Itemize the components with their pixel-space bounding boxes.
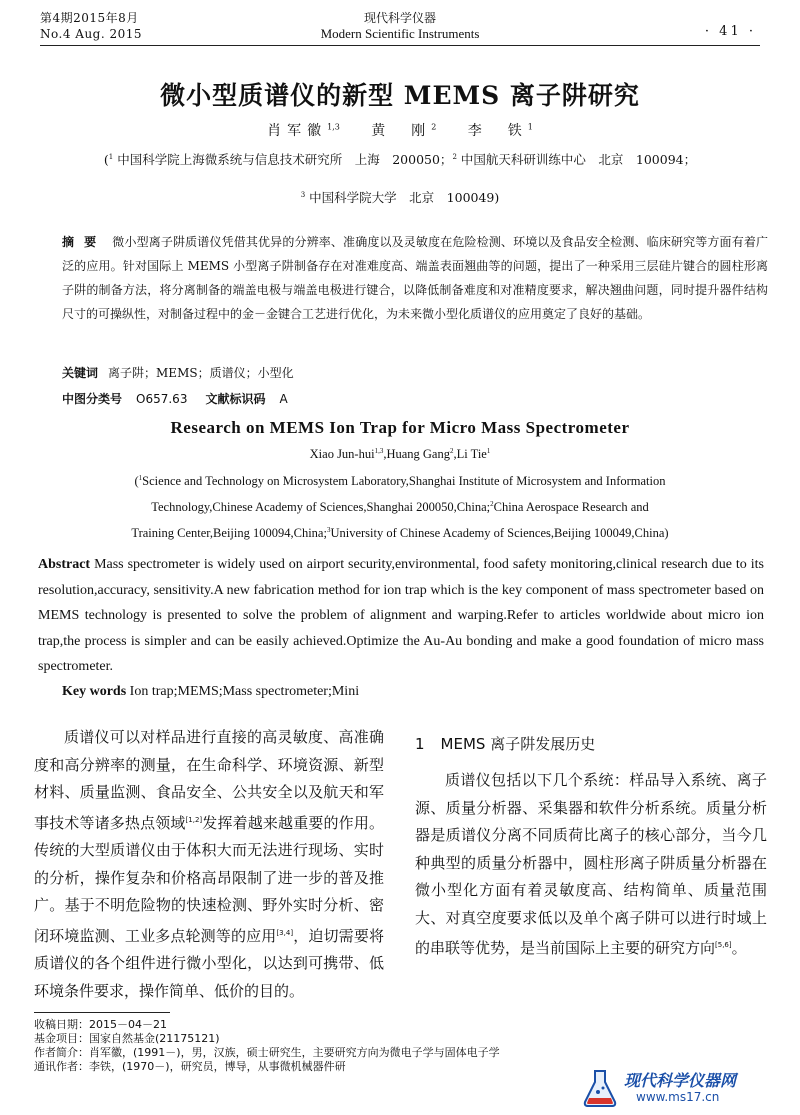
body-right-column: 质谱仪包括以下几个系统：样品导入系统、离子源、质量分析器、采集器和软件分析系统。质量分析器是质谱仪分离不同质荷比离子的核心部分，当今几种典型的质量分析器中，圆柱形离子阱质量分析器在微小型化方面有着灵敏度高、结构简单、质量范围大、对真空度要求低以及单个离子阱可以进行时域上的串联等优势，是当前国际上主要的研究方向[5,6]。 [415,771,767,957]
abstract-cn-text: 微小型离子阱质谱仪凭借其优异的分辨率、准确度以及灵敏度在危险检测、环境以及食品安全检测、临床研究等方面有着广泛的应用。针对国际上 MEMS 小型离子阱制备存在对准难度高、端盖表面翘曲等的问题，提出了一种采用三层硅片键合的圆柱形离子阱的制备方法，将分离制备的端盖电极与端盖电极进行键合，以降低制备难度和对准精度要求，解决翘曲问题，同时提升器件结构尺寸的可操纵性，对制备过程中的金－金键合工艺进行优化，为未来微小型化质谱仪的应用奠定了良好的基础。 [62,235,768,321]
abstract-en-label: Abstract [38,557,91,572]
abstract-cn-label: 摘要 [62,235,107,249]
author-list-en: Xiao Jun-hui$^{1,3}$,Huang Gang$^2$,Li Tie$^1$ [309,447,491,462]
paper-title-en: Research on MEMS Ion Trap for Micro Mass Spectrometer [170,418,630,437]
issue-en: No.4 Aug. 2015 [40,27,143,41]
affiliation-line-1: ($^1$ 中国科学院上海微系统与信息技术研究所 上海 200050；$^2$ 中国航天科研训练中心 北京 100094； [103,152,697,167]
footnote-received: 收稿日期：2015－04－21 [34,1018,167,1031]
flask-icon [580,1068,620,1108]
header-rule [40,45,760,46]
author-2: 黄 刚$^2$ [371,122,437,139]
author-list [0,120,800,140]
citation: [1,2] [185,815,203,824]
citation: [3,4] [276,928,294,937]
affiliation-line-2: $^3$ 中国科学院大学 北京 100049) [300,190,500,205]
footnote-rule [34,1012,170,1013]
classification: 中图分类号 O657.63 文献标识码 A [62,392,288,406]
journal-en: Modern Scientific Instruments [320,26,480,41]
abstract-cn [62,230,768,326]
affiliation-en-line-2: Technology,Chinese Academy of Sciences,Shanghai 200050,China;$^2$China Aerospace Research and [151,500,649,515]
keywords-cn: 关键词 离子阱；MEMS；质谱仪；小型化 [62,366,294,380]
footnote-fund: 基金项目：国家自然基金(21175121) [34,1032,220,1045]
abstract-en-text: Mass spectrometer is widely used on airport security,environmental, food safety monitoring,clinical research due to its resolution,accuracy, sensitivity.A new fabrication method for ion trap which is the key component of mass spectrometer based on MEMS technology is presented to solve the problem of alignment and warping.Refer to articles worldwide about micro ion trap,the process is simpler and can be easily achieved.Optimize the Au-Au bonding and make a good foundation of micro mass spectrometer. [38,557,764,675]
journal-cn: 现代科学仪器 [363,11,436,25]
watermark-logo [576,1066,786,1110]
watermark-url: www.ms17.cn [636,1090,720,1104]
keywords-en: Key words Ion trap;MEMS;Mass spectrometer;Mini [62,684,360,699]
affiliation-en-line-1: ($^1$Science and Technology on Microsystem Laboratory,Shanghai Institute of Microsystem and Information [134,474,666,489]
page-number: · 41 · [704,24,756,39]
author-3: 李 铁$^1$ [467,122,533,139]
paper-title: 微小型质谱仪的新型 MEMS 离子阱研究 [160,81,640,110]
issue-cn: 第4期2015年8月 [40,11,139,25]
section-heading: 1 MEMS 离子阱发展历史 [415,735,596,753]
author-1: 肖军徽$^{1,3}$ [267,122,340,139]
watermark-name: 现代科学仪器网 [624,1071,737,1090]
affiliation-en-line-3: Training Center,Beijing 100094,China;$^3$University of Chinese Academy of Sciences,Beijing 100049,China) [131,526,669,541]
abstract-en [38,552,764,680]
footnote-corresponding: 通讯作者：李铁，(1970－)，研究员，博导，从事微机械器件研 [34,1060,346,1073]
body-left-column: 质谱仪可以对样品进行直接的高灵敏度、高准确度和高分辨率的测量，在生命科学、环境资源、新型材料、质量监测、食品安全、公共安全以及航天和军事技术等诸多热点领域[1,2]发挥着越来越重要的作用。传统的大型质谱仪由于体积大而无法进行现场、实时的分析，操作复杂和价格高昂限制了进一步的普及推广。基于不明危险物的快速检测、野外实时分析、密闭环境监测、工业多点轮测等的应用[3,4]，迫切需要将质谱仪的各个组件进行微小型化，以达到可携带、低环境条件要求，操作简单、低价的目的。 [34,728,384,1000]
journal-name [0,10,800,42]
footnote-author: 作者简介：肖军徽，(1991－)，男，汉族，硕士研究生，主要研究方向为微电子学与固体电子学 [34,1046,500,1059]
citation: [5,6] [715,941,732,949]
